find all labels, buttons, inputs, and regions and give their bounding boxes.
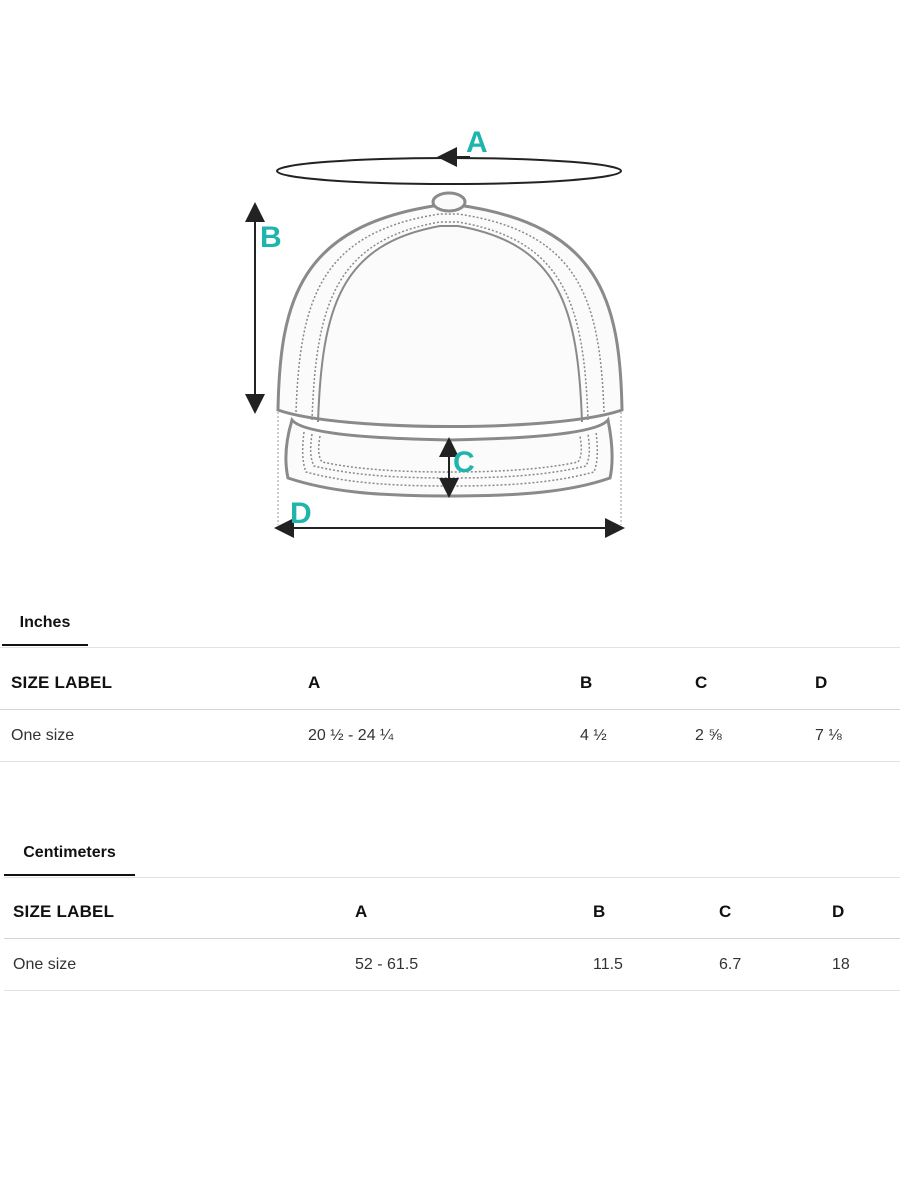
cell-a: 52 - 61.5 [355,956,419,973]
cell-c: 6.7 [719,956,742,973]
cap-measurement-diagram [0,0,900,560]
header-d: D [815,673,828,692]
header-b: B [593,902,606,921]
cell-a: 20 ½ - 24 ¼ [308,727,394,744]
divider [0,647,900,648]
table-row [0,939,900,991]
divider [4,877,900,878]
header-a: A [308,673,321,692]
centimeters-tabbar [0,830,900,878]
cell-size: One size [11,727,75,744]
label-d: D [290,497,312,530]
cell-d: 7 ⅛ [815,727,842,744]
tab-inches-underline [2,644,88,646]
cell-b: 11.5 [593,956,623,973]
cell-b: 4 ½ [580,727,607,744]
tab-centimeters[interactable] [4,830,135,876]
table-header-row [0,886,900,938]
header-size-label: SIZE LABEL [13,902,115,921]
cell-d: 18 [832,956,850,973]
divider [0,761,900,762]
label-c: C [453,446,475,479]
cap-crown [278,205,622,427]
header-c: C [719,902,732,921]
table-header-row [0,657,900,709]
table-row [0,710,900,762]
tab-inches-label: Inches [19,614,71,631]
cell-c: 2 ⅝ [695,727,722,744]
header-b: B [580,673,593,692]
tab-inches[interactable] [2,600,88,646]
cap-button [433,193,465,211]
header-c: C [695,673,708,692]
tab-centimeters-underline [4,874,135,876]
divider [4,990,900,991]
header-a: A [355,902,368,921]
label-a: A [466,126,488,159]
measure-a-circumference [277,157,621,184]
header-d: D [832,902,845,921]
cell-size: One size [13,956,77,973]
inches-tabbar [0,600,900,648]
header-size-label: SIZE LABEL [11,673,113,692]
tab-centimeters-label: Centimeters [23,844,116,861]
label-b: B [260,221,282,254]
